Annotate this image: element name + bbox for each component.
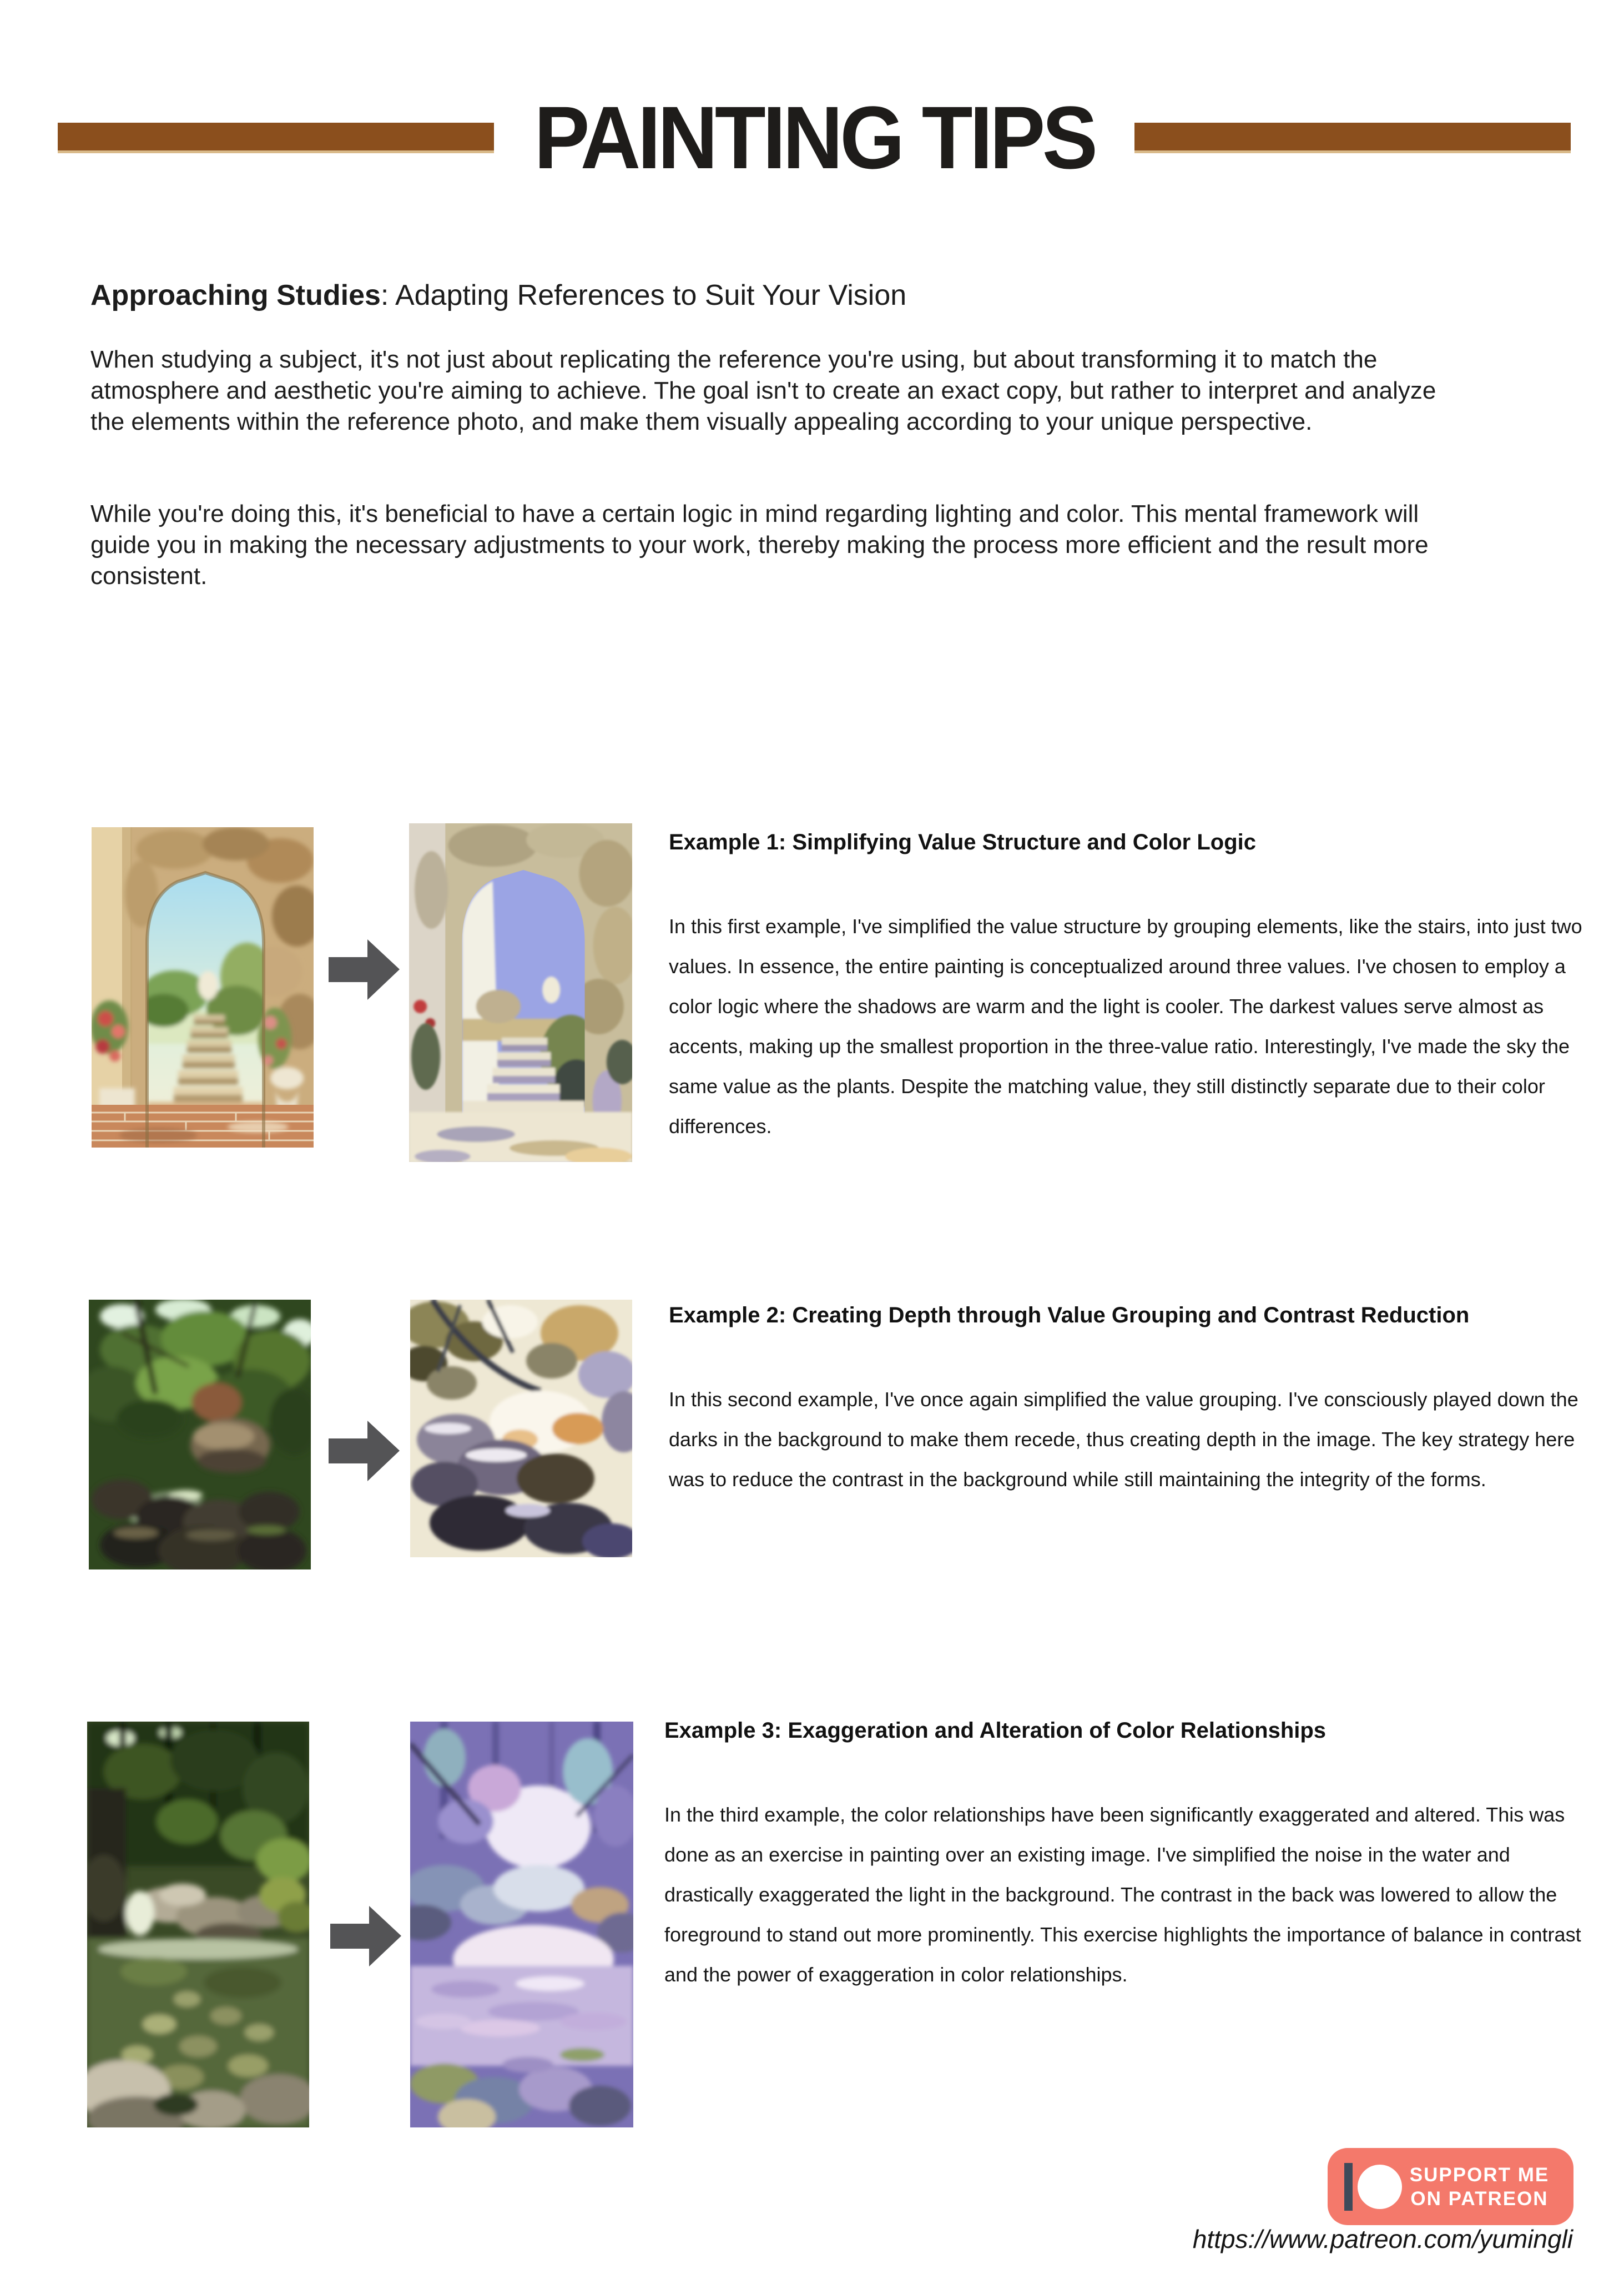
example3-painted-study bbox=[410, 1722, 633, 2127]
arrow-right-icon bbox=[330, 1899, 401, 1973]
example1-body: In this first example, I've simplified the value structure by grouping elements, like the stairs, into just two values. In essence, the entire painting is conceptualized around three values. I've chosen to employ a color logic where the shadows are warm and the light is cooler. The darkest values serve almost as accents, making up the smallest proportion in the three-value ratio. Interestingly, I've made the sky the same value as the plants. Despite the matching value, they still distinctly separate due to their color differences. bbox=[669, 915, 1582, 1138]
example2-body: In this second example, I've once again simplified the value grouping. I've consciously played down the darks in the background to make them recede, thus creating depth in the image. The key strategy here was to reduce the contrast in the background while still maintaining the integrity of the forms. bbox=[669, 1388, 1578, 1491]
arrow-right-icon bbox=[329, 1414, 400, 1488]
example1-painted-study bbox=[409, 823, 632, 1162]
patreon-label-line1: SUPPORT ME bbox=[1409, 2164, 1550, 2186]
patreon-button-label bbox=[1402, 2163, 1557, 2211]
patreon-icon bbox=[1344, 2163, 1402, 2211]
example3-text-block bbox=[664, 1717, 1602, 1995]
example1-reference-photo bbox=[92, 827, 314, 1148]
intro-paragraph-1: When studying a subject, it's not just about replicating the reference you're using, but about transforming it to match the atmosphere and aesthetic you're aiming to achieve. The goal isn't to create an exact copy, but rather to interpret and analyze the elements within the reference photo, and make them visually appealing according to your unique perspective. bbox=[90, 346, 1436, 435]
title-banner bbox=[58, 88, 1571, 188]
patreon-label-line2: ON PATREON bbox=[1410, 2187, 1549, 2210]
patreon-support-button[interactable] bbox=[1328, 2148, 1573, 2225]
example1-text-block bbox=[669, 829, 1607, 1146]
patreon-icon-circle bbox=[1358, 2165, 1402, 2209]
patreon-url-link[interactable]: https://www.patreon.com/yumingli bbox=[1192, 2225, 1573, 2253]
example2-heading: Example 2: Creating Depth through Value Grouping and Contrast Reduction bbox=[669, 1303, 1470, 1327]
example2-text-block bbox=[669, 1302, 1607, 1500]
page-title: PAINTING TIPS bbox=[533, 88, 1095, 187]
example3-heading: Example 3: Exaggeration and Alteration of Color Relationships bbox=[664, 1718, 1327, 1743]
title-bar-left bbox=[58, 123, 494, 153]
arrow-right-icon bbox=[329, 933, 400, 1007]
example2-painted-study bbox=[410, 1300, 632, 1557]
intro-heading-rest: : Adapting References to Suit Your Vision bbox=[380, 279, 907, 311]
intro-paragraph-2: While you're doing this, it's beneficial to have a certain logic in mind regarding lighting and color. This mental framework will guide you in making the necessary adjustments to your work, thereby making the process more efficient and the result more consistent. bbox=[90, 500, 1429, 590]
example2-reference-photo bbox=[89, 1300, 311, 1569]
intro-heading-bold: Approaching Studies bbox=[90, 279, 381, 311]
title-bar-right bbox=[1134, 123, 1571, 153]
patreon-icon-bar bbox=[1344, 2163, 1353, 2211]
example3-reference-photo bbox=[87, 1722, 309, 2127]
example3-body: In the third example, the color relationships have been significantly exaggerated and altered. This was done as an exercise in painting over an existing image. I've simplified the noise in the water and drastically exaggerated the light in the background. The contrast in the back was lowered to allow the foreground to stand out more prominently. This exercise highlights the importance of balance in contrast and the power of exaggeration in color relationships. bbox=[664, 1803, 1581, 1986]
intro-heading bbox=[90, 279, 1534, 312]
example1-heading: Example 1: Simplifying Value Structure and Color Logic bbox=[669, 830, 1256, 854]
